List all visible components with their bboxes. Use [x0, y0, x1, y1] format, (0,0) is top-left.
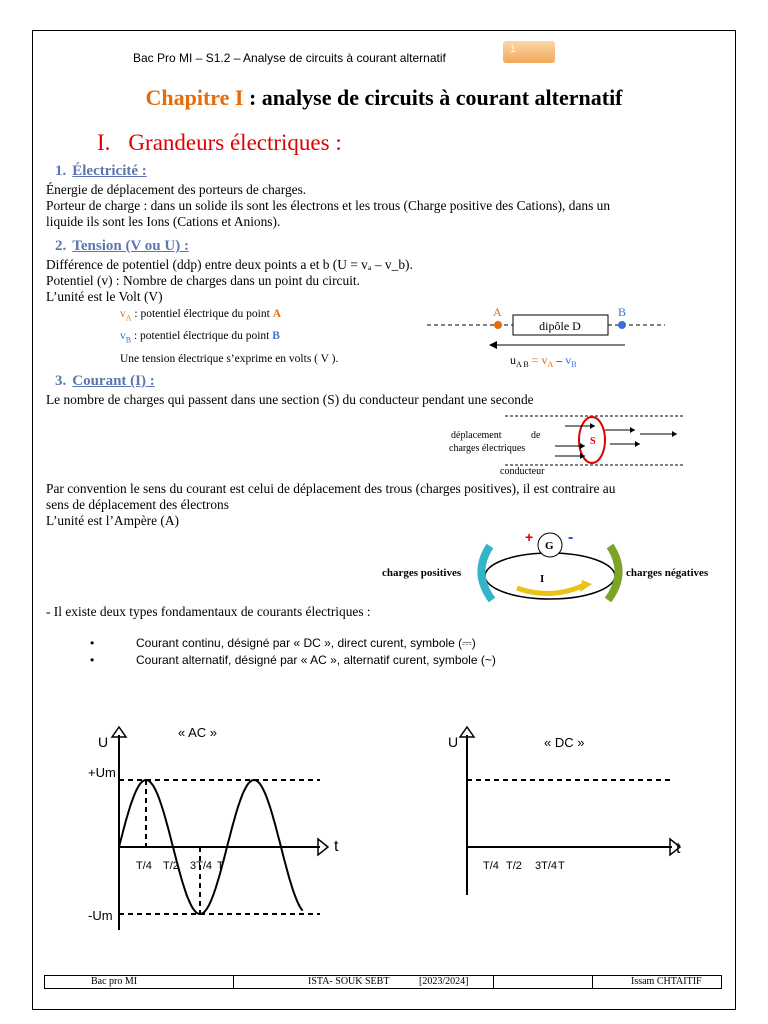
point-a-dot: [494, 321, 502, 329]
footer-divider: [592, 976, 593, 988]
va-symbol: v: [120, 308, 126, 320]
vb-symbol: v: [565, 353, 572, 367]
va-point: A: [272, 308, 281, 320]
dc-y-label: U: [448, 734, 459, 750]
charge-arrows: [555, 426, 677, 456]
section-s-label: S: [590, 436, 596, 447]
footer-school: ISTA- SOUK SEBT: [308, 976, 390, 987]
ac-x-tick-label: T: [217, 860, 224, 872]
ac-x-tick-label: 3T/4: [190, 860, 213, 872]
text-line: Différence de potentiel (ddp) entre deux points a et b (U = vₐ – v_b).: [46, 257, 413, 272]
footer-year: [2023/2024]: [419, 976, 469, 987]
subsection-courant: [55, 373, 155, 390]
footer-divider: [233, 976, 234, 988]
plus-terminal: +: [525, 529, 534, 545]
subsection-number: 2.: [55, 238, 67, 254]
point-b-dot: [618, 321, 626, 329]
subsection-label: Tension (V ou U) :: [72, 238, 189, 254]
ac-title: « AC »: [178, 725, 218, 740]
footer-divider: [493, 976, 494, 988]
page-number-badge: 1: [503, 41, 555, 63]
vb-text: : potentiel électrique du point: [131, 330, 273, 343]
text-line: Énergie de déplacement des porteurs de charges.: [46, 182, 307, 197]
text-line: Par convention le sens du courant est celui de déplacement des trous (charges positives), il est contraire au: [46, 481, 616, 496]
negative-charges-label: charges négatives: [626, 567, 709, 579]
electricite-text: [46, 182, 610, 230]
subsection-label: Courant (I) :: [72, 373, 155, 389]
running-header: Bac Pro MI – S1.2 – Analyse de circuits à courant alternatif: [133, 51, 446, 65]
voltage-arrowhead: [489, 341, 497, 349]
u-sub: A B: [516, 360, 529, 369]
subsection-number: 1.: [55, 163, 67, 179]
displacement-label: déplacement: [451, 430, 502, 441]
vb-point: B: [272, 330, 280, 343]
section-number: I.: [97, 130, 111, 155]
dc-x-tick-label: 3T/4: [535, 860, 558, 872]
conductor-diagram: [445, 410, 690, 480]
dc-x-tick-label: T: [558, 860, 565, 872]
convention-text: [46, 481, 615, 529]
current-arrowhead: [580, 580, 592, 592]
text-line: sens de déplacement des électrons: [46, 497, 229, 512]
va-sub: A: [547, 360, 554, 369]
u-symbol: u: [510, 353, 516, 367]
unit-line: Une tension électrique s’exprime en volts ( V ).: [120, 352, 339, 365]
vb-sub: B: [125, 335, 132, 345]
current-arrow: [517, 586, 582, 594]
ac-y-label: U: [98, 734, 109, 750]
dipole-diagram: [425, 305, 665, 370]
subsection-tension: [55, 238, 189, 255]
ac-x-label: t: [334, 838, 339, 855]
eq-sign: =: [528, 353, 542, 367]
de-label: de: [531, 430, 541, 441]
negative-charge-arrow: [608, 546, 619, 600]
generator-label: G: [545, 540, 554, 552]
ac-x-tick-label: T/4: [136, 860, 152, 872]
tension-text: [46, 257, 413, 305]
bullet-text: Courant continu, désigné par « DC », direct curent, symbole (⎓): [136, 636, 476, 650]
va-sub: A: [125, 313, 132, 323]
subsection-number: 3.: [55, 373, 67, 389]
current-label: I: [540, 573, 545, 585]
voltage-equation: [510, 353, 577, 369]
courant-definition: Le nombre de charges qui passent dans une section (S) du conducteur pendant une seconde: [46, 392, 534, 407]
section-label: Grandeurs électriques :: [128, 130, 342, 155]
text-line: L’unité est le Volt (V): [46, 289, 163, 304]
potential-notes: [120, 305, 338, 369]
dc-x-tick-label: T/2: [506, 860, 522, 872]
types-intro: - Il existe deux types fondamentaux de courants électriques :: [46, 604, 371, 619]
bullet-text: Courant alternatif, désigné par « AC », alternatif curent, symbole (~): [136, 653, 496, 667]
vb-note: [120, 327, 338, 349]
bullet: •: [90, 653, 95, 667]
ac-y-tick-label: +Um: [88, 765, 116, 780]
dc-x-label: t: [676, 840, 681, 857]
ac-x-tick-label: T/2: [163, 860, 179, 872]
section-heading: [97, 130, 342, 156]
subsection-label: Électricité :: [72, 163, 147, 179]
text-line: Potentiel (v) : Nombre de charges dans un point du circuit.: [46, 273, 360, 288]
footer-author: Issam CHTAITIF: [631, 976, 702, 987]
dc-chart: [440, 715, 700, 895]
charges-label: charges électriques: [449, 443, 526, 454]
dc-title: « DC »: [544, 735, 585, 750]
chapter-title: [0, 85, 768, 111]
vb-sub: B: [571, 360, 577, 369]
chapter-subject: : analyse de circuits à courant alternatif: [243, 85, 623, 110]
chapter-label: Chapitre I: [145, 85, 244, 110]
minus-sign: –: [553, 353, 566, 367]
va-note: [120, 305, 338, 327]
current-types-list: [90, 635, 496, 669]
va-symbol: v: [541, 353, 548, 367]
minus-terminal: -: [568, 529, 574, 546]
positive-charges-label: charges positives: [382, 567, 462, 579]
generator-diagram: [372, 528, 724, 606]
vb-symbol: v: [120, 330, 126, 343]
va-text: : potentiel électrique du point: [131, 308, 273, 320]
text-line: L’unité est l’Ampère (A): [46, 513, 179, 528]
text-line: liquide ils sont les Ions (Cations et Anions).: [46, 214, 281, 229]
conductor-label: conducteur: [500, 466, 545, 477]
bullet: •: [90, 636, 95, 650]
footer-table: [44, 975, 722, 989]
text-line: Porteur de charge : dans un solide ils sont les électrons et les trous (Charge positive des Cations), dans un: [46, 198, 611, 213]
point-b-label: B: [618, 305, 627, 319]
positive-charge-arrow: [481, 546, 492, 600]
footer-course: Bac pro MI: [91, 976, 138, 987]
ac-y-tick-label: -Um: [88, 908, 113, 923]
list-item: [90, 635, 496, 652]
dipole-label: dipôle D: [539, 319, 581, 333]
list-item: [90, 652, 496, 669]
point-a-label: A: [493, 305, 502, 319]
subsection-electricite: [55, 163, 147, 180]
dc-x-tick-label: T/4: [483, 860, 499, 872]
ac-chart: [80, 715, 350, 930]
